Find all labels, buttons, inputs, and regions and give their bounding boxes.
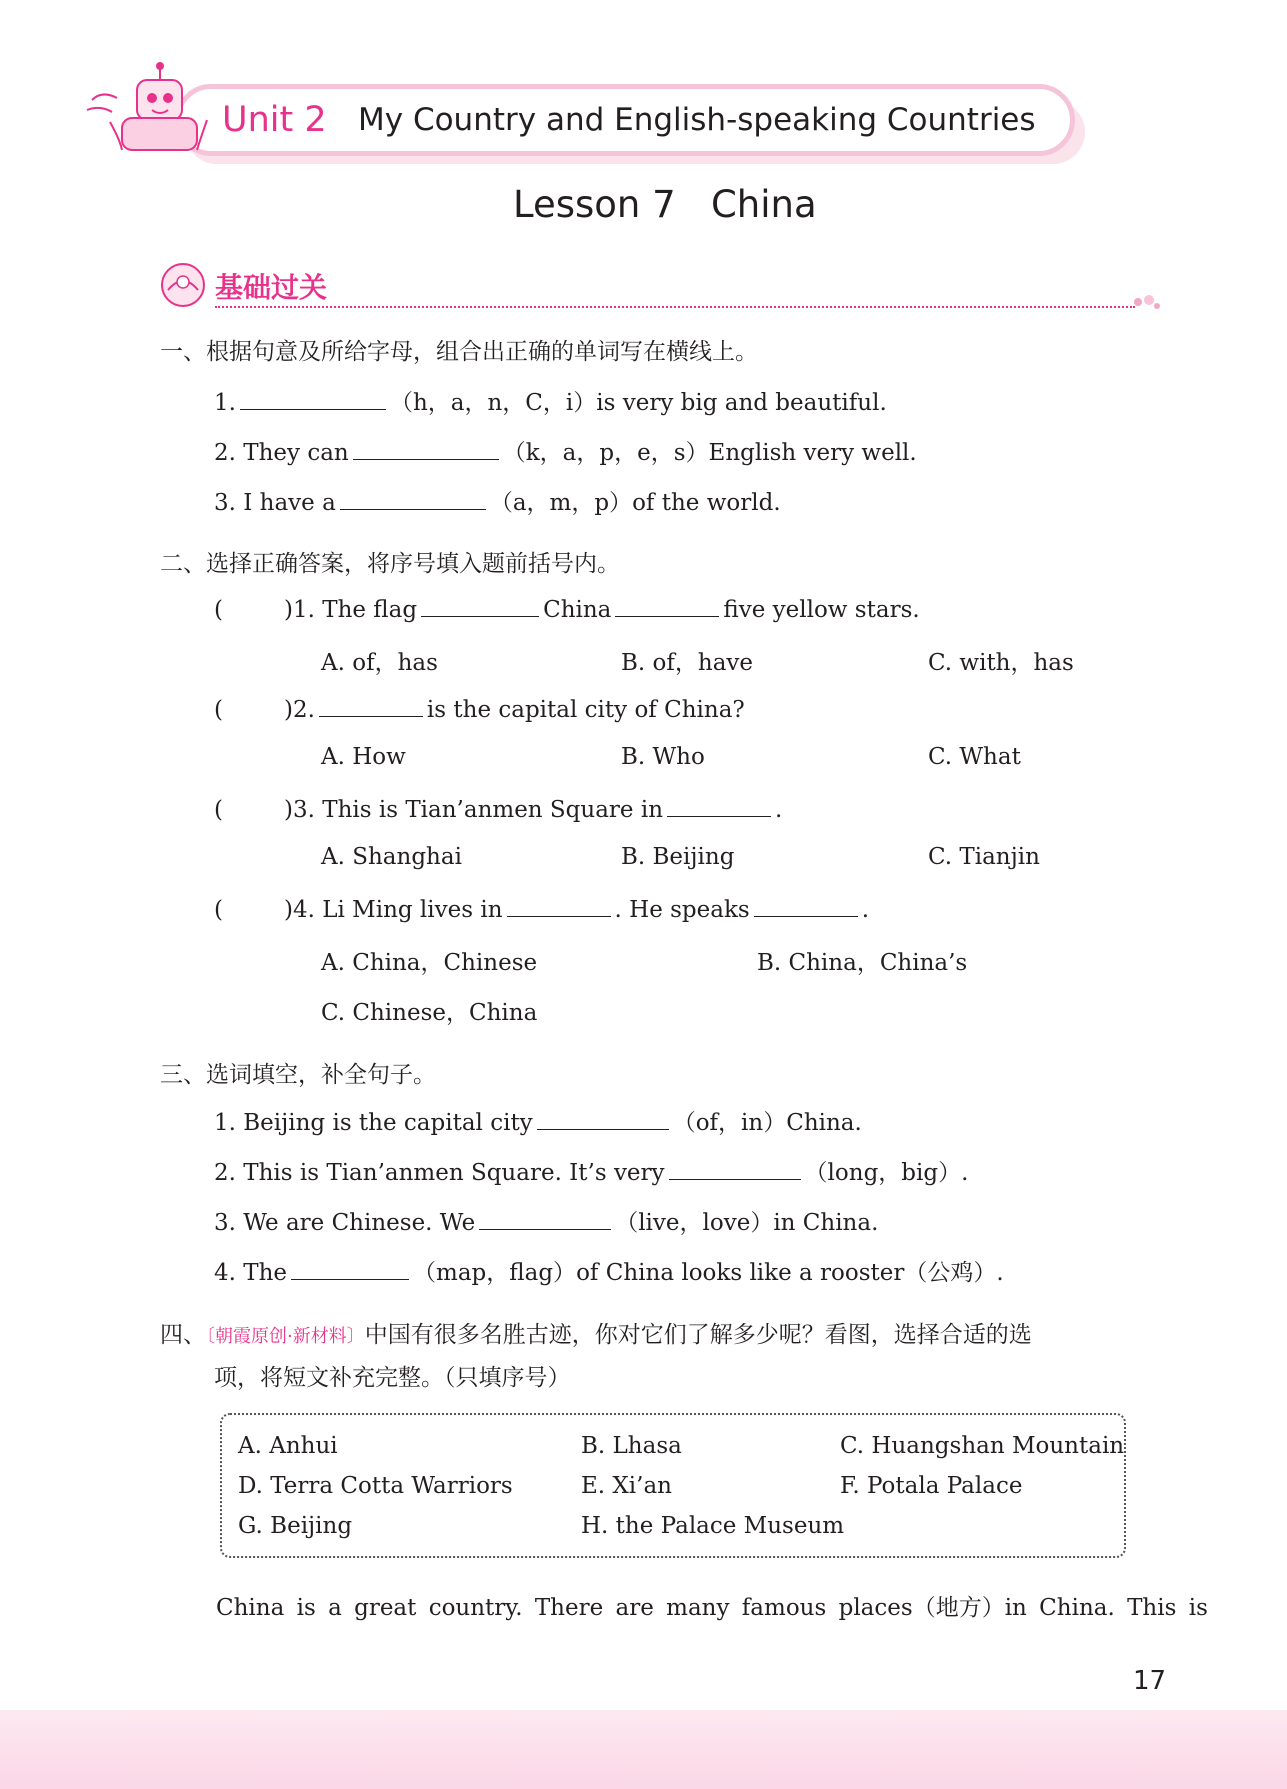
word-hint: （long，big） <box>804 1160 962 1186</box>
part4-number: 四、 <box>160 1322 206 1348</box>
option-b[interactable]: B. of，have <box>621 650 754 676</box>
source-tag: 〔朝霞原创·新材料〕 <box>206 1326 365 1347</box>
section-badge-icon <box>160 262 206 308</box>
answer-blank[interactable] <box>479 1207 611 1230</box>
question-text: . <box>775 797 783 823</box>
lesson-title: Lesson 7 China <box>513 183 817 226</box>
option-b[interactable]: B. Beijing <box>621 844 735 870</box>
part2-q1 <box>214 594 920 623</box>
option-a[interactable]: A. of，has <box>321 650 438 676</box>
part2-q2 <box>214 694 745 723</box>
part4-heading <box>160 1316 1032 1349</box>
word-option-g: G. Beijing <box>238 1513 353 1539</box>
answer-bracket[interactable]: ( <box>214 897 223 923</box>
unit-title: My Country and English-speaking Countries <box>358 102 1036 138</box>
part3-item-4 <box>214 1254 1004 1287</box>
mascot-robot-icon <box>82 60 222 160</box>
answer-blank[interactable] <box>669 1157 801 1180</box>
footer-band <box>0 1710 1287 1789</box>
part1-item-3 <box>214 484 781 517</box>
section-divider <box>215 306 1135 308</box>
answer-blank[interactable] <box>240 387 386 410</box>
answer-blank[interactable] <box>754 894 858 917</box>
question-text: . <box>861 897 870 923</box>
passage-text: China is a great country. There are many famous places（地方）in China. This is <box>216 1595 1208 1621</box>
part4-heading-text: 中国有很多名胜古迹，你对它们了解多少呢？看图，选择合适的选 <box>364 1322 1032 1348</box>
answer-blank[interactable] <box>340 487 486 510</box>
answer-blank[interactable] <box>615 594 719 617</box>
word-hint: （live，love） <box>615 1210 774 1236</box>
option-c[interactable]: C. with，has <box>928 650 1074 676</box>
item-text: 4. The <box>214 1260 288 1286</box>
part3-item-1 <box>214 1104 862 1137</box>
word-option-d: D. Terra Cotta Warriors <box>238 1473 513 1499</box>
question-text: is the capital city of China? <box>426 697 745 723</box>
letter-hint: （a，m，p） <box>489 490 633 516</box>
answer-bracket[interactable]: ( <box>214 597 223 623</box>
word-option-a: A. Anhui <box>238 1433 338 1459</box>
option-b[interactable]: B. Who <box>621 744 705 770</box>
part2-heading: 二、选择正确答案，将序号填入题前括号内。 <box>160 551 620 577</box>
word-option-h: H. the Palace Museum <box>581 1513 845 1539</box>
question-text: five yellow stars. <box>723 597 920 623</box>
word-option-b: B. Lhasa <box>581 1433 682 1459</box>
item-text: in China. <box>773 1210 879 1236</box>
part1-item-2 <box>214 434 917 467</box>
item-text: 1. <box>214 390 236 416</box>
answer-blank[interactable] <box>291 1257 409 1280</box>
item-text: 3. I have a <box>214 490 336 516</box>
option-a[interactable]: A. China，Chinese <box>321 950 538 976</box>
letter-hint: （k，a，p，e，s） <box>502 440 709 466</box>
decorative-dots-icon <box>1132 292 1162 312</box>
answer-blank[interactable] <box>507 894 611 917</box>
answer-blank[interactable] <box>353 437 499 460</box>
item-text: 1. Beijing is the capital city <box>214 1110 533 1136</box>
part1-heading: 一、根据句意及所给字母，组合出正确的单词写在横线上。 <box>160 339 758 365</box>
word-option-f: F. Potala Palace <box>840 1473 1023 1499</box>
item-text: is very big and beautiful. <box>596 390 887 416</box>
answer-bracket[interactable]: ( <box>214 697 223 723</box>
item-text: of the world. <box>632 490 781 516</box>
section-title: 基础过关 <box>215 271 328 304</box>
part3-heading: 三、选词填空，补全句子。 <box>160 1062 436 1088</box>
part2-q3 <box>214 794 782 823</box>
word-hint: （of，in） <box>672 1110 787 1136</box>
option-c[interactable]: C. What <box>928 744 1021 770</box>
question-text: )4. Li Ming lives in <box>284 897 503 923</box>
part3-item-2 <box>214 1154 968 1187</box>
part4-heading-cont: 项，将短文补充完整。（只填序号） <box>214 1365 571 1391</box>
question-text: )1. The flag <box>284 597 418 623</box>
option-a[interactable]: A. Shanghai <box>321 844 462 870</box>
item-text: China. <box>786 1110 862 1136</box>
letter-hint: （h，a，n，C，i） <box>389 390 597 416</box>
part1-item-1 <box>214 384 887 417</box>
option-a[interactable]: A. How <box>321 744 406 770</box>
word-option-c: C. Huangshan Mountain <box>840 1433 1125 1459</box>
item-text: English very well. <box>708 440 917 466</box>
item-text: . <box>961 1160 969 1186</box>
word-option-e: E. Xi’an <box>581 1473 672 1499</box>
question-text: )3. This is Tian’anmen Square in <box>284 797 664 823</box>
option-c[interactable]: C. Tianjin <box>928 844 1040 870</box>
question-text: China <box>543 597 612 623</box>
item-text: 2. They can <box>214 440 349 466</box>
question-text: . He speaks <box>614 897 750 923</box>
answer-blank[interactable] <box>667 794 771 817</box>
part3-item-3 <box>214 1204 878 1237</box>
answer-blank[interactable] <box>319 694 423 717</box>
answer-blank[interactable] <box>421 594 539 617</box>
item-text: 3. We are Chinese. We <box>214 1210 476 1236</box>
word-hint: （map，flag） <box>413 1260 577 1286</box>
answer-blank[interactable] <box>537 1107 669 1130</box>
item-text: of China looks like a rooster（公鸡）. <box>576 1260 1004 1286</box>
answer-bracket[interactable]: ( <box>214 797 223 823</box>
unit-label: Unit 2 <box>222 100 327 140</box>
part2-q4 <box>214 894 869 923</box>
page-number: 17 <box>1133 1666 1167 1696</box>
option-c[interactable]: C. Chinese，China <box>321 1000 538 1026</box>
question-text: )2. <box>284 697 315 723</box>
item-text: 2. This is Tian’anmen Square. It’s very <box>214 1160 665 1186</box>
option-b[interactable]: B. China，China’s <box>757 950 968 976</box>
